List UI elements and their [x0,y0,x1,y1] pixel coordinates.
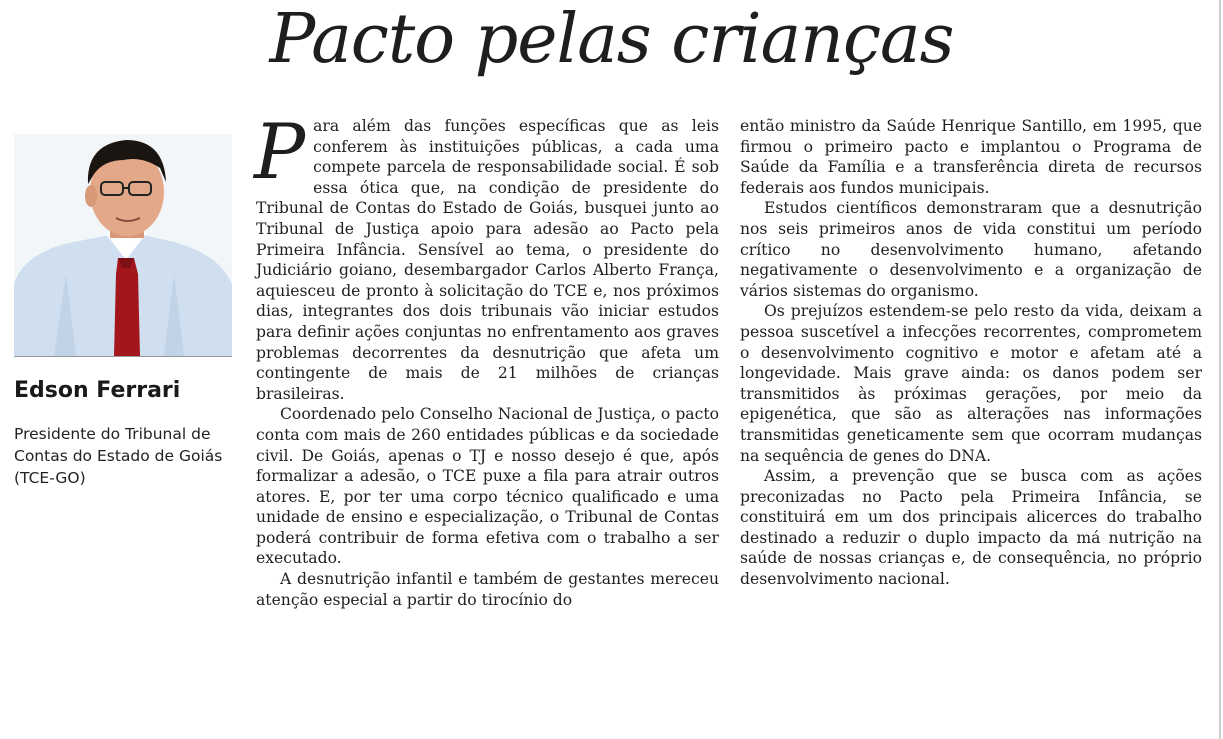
article-column-2 [740,116,1202,590]
author-title: Presidente do Tribunal de Contas do Estado de Goiás (TCE-GO) [14,425,223,487]
article-paragraph: A desnutrição infantil e também de gestantes mereceu atenção especial a partir do tirocínio do [256,570,719,609]
drop-cap: P [254,107,306,196]
page-edge-divider [1219,0,1221,739]
article-column-1 [254,107,719,610]
article-paragraph [254,107,719,404]
article-headline: Pacto pelas crianças [269,0,954,79]
author-photo [14,134,232,357]
article-paragraph: Coordenado pelo Conselho Nacional de Justiça, o pacto conta com mais de 260 entidades públicas e da sociedade civil. De Goiás, apenas o TJ e nosso desejo é que, após formalizar a adesão, o TCE puxe a fila para atrair outros atores. E, por ter uma corpo técnico qualificado e uma unidade de ensino e especialização, o Tribunal de Contas poderá contribuir de forma efetiva com o trabalho a ser executado. [256,405,719,568]
author-name: Edson Ferrari [14,378,181,403]
article-paragraph: Assim, a prevenção que se busca com as ações preconizadas no Pacto pela Primeira Infância, se constituirá em um dos principais alicerces do trabalho destinado a reduzir o duplo impacto da má nutrição na saúde de nossas crianças e, de consequência, no próprio desenvolvimento nacional. [740,467,1202,589]
paragraph-text: ara além das funções específicas que as leis conferem às instituições públicas, a cada uma compete parcela de responsabilidade social. É sob essa ótica que, na condição de presidente do Tribunal de Contas do Estado de Goiás, busquei junto ao Tribunal de Justiça apoio para adesão ao Pacto pela Primeira Infância. Sensível ao tema, o presidente do Judiciário goiano, desembargador Carlos Alberto França, aquiesceu de pronto à solicitação do TCE e, nos próximos dias, integrantes dos dois tribunais vão iniciar estudos para definir ações conjuntas no enfrentamento aos graves problemas decorrentes da desnutrição que afeta um contingente de mais de 21 milhões de crianças brasileiras. [256,117,719,403]
author-portrait-illustration [14,134,232,356]
article-paragraph: então ministro da Saúde Henrique Santillo, em 1995, que firmou o primeiro pacto e implantou o Programa de Saúde da Família e a transferência direta de recursos federais aos fundos municipais. [740,117,1202,197]
article-paragraph: Os prejuízos estendem-se pelo resto da vida, deixam a pessoa suscetível a infecções recorrentes, comprometem o desenvolvimento cognitivo e motor e afetam até a longevidade. Mais grave ainda: os danos podem ser transmitidos às próximas gerações, por meio da epigenética, que são as alterações nas informações transmitidas geneticamente sem que ocorram mudanças na sequência de genes do DNA. [740,302,1202,465]
article-paragraph: Estudos científicos demonstraram que a desnutrição nos seis primeiros anos de vida constitui um período crítico no desenvolvimento humano, afetando negativamente o desenvolvimento e a organização de vários sistemas do organismo. [740,199,1202,300]
